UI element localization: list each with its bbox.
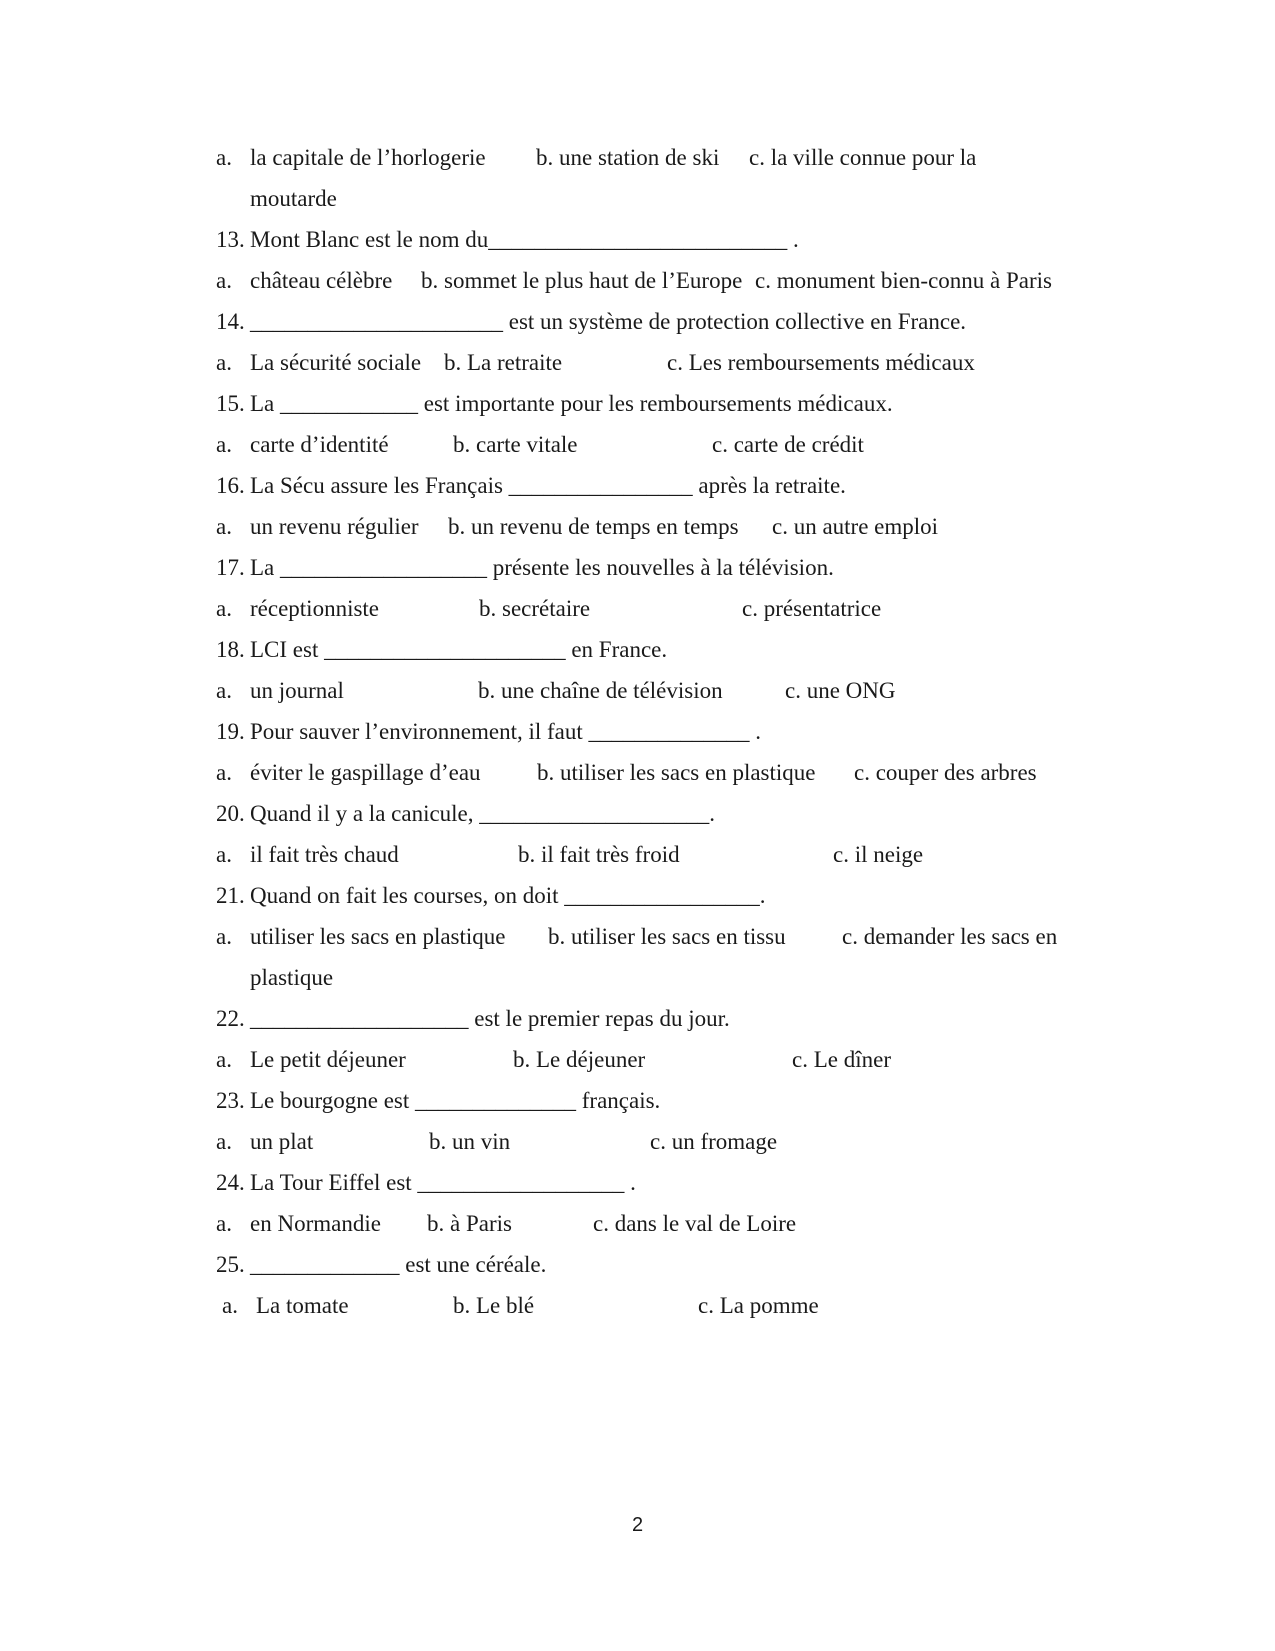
q24-option-a: en Normandie bbox=[250, 1211, 381, 1236]
q25-option-a: La tomate bbox=[256, 1293, 349, 1318]
q14-option-a-marker: a. bbox=[216, 350, 232, 375]
q19-number: 19. bbox=[216, 719, 245, 744]
q22-number: 22. bbox=[216, 1006, 245, 1031]
q16-option-a-marker: a. bbox=[216, 514, 232, 539]
q21-number: 21. bbox=[216, 883, 245, 908]
q12-option-c: c. la ville connue pour la bbox=[749, 145, 977, 170]
q23-option-a: un plat bbox=[250, 1129, 314, 1154]
q23-stem: Le bourgogne est ______________ français. bbox=[250, 1088, 661, 1113]
q16-option-c: c. un autre emploi bbox=[772, 514, 939, 539]
q17-option-c: c. présentatrice bbox=[742, 596, 882, 621]
q17-stem: La __________________ présente les nouvelles à la télévision. bbox=[250, 555, 834, 580]
q18-option-c: c. une ONG bbox=[785, 678, 896, 703]
q13-option-b: b. sommet le plus haut de l’Europe bbox=[421, 268, 743, 293]
q17-number: 17. bbox=[216, 555, 245, 580]
q19-option-a: éviter le gaspillage d’eau bbox=[250, 760, 481, 785]
q18-option-a-marker: a. bbox=[216, 678, 232, 703]
q21-option-b: b. utiliser les sacs en tissu bbox=[548, 924, 786, 949]
q22-option-a: Le petit déjeuner bbox=[250, 1047, 406, 1072]
q13-option-c: c. monument bien-connu à Paris bbox=[755, 268, 1053, 293]
q14-option-c: c. Les remboursements médicaux bbox=[667, 350, 975, 375]
q23-number: 23. bbox=[216, 1088, 245, 1113]
q24-option-b: b. à Paris bbox=[427, 1211, 512, 1236]
q20-option-b: b. il fait très froid bbox=[518, 842, 680, 867]
q22-stem: ___________________ est le premier repas du jour. bbox=[250, 1006, 730, 1031]
q15-option-a-marker: a. bbox=[216, 432, 232, 457]
page-number: 2 bbox=[631, 1514, 644, 1536]
q20-option-a: il fait très chaud bbox=[250, 842, 399, 867]
q24-option-a-marker: a. bbox=[216, 1211, 232, 1236]
q23-option-c: c. un fromage bbox=[650, 1129, 778, 1154]
q24-stem: La Tour Eiffel est __________________ . bbox=[250, 1170, 636, 1195]
q21-option-a-marker: a. bbox=[216, 924, 232, 949]
q16-number: 16. bbox=[216, 473, 245, 498]
q12-option-c-continued: moutarde bbox=[250, 186, 337, 211]
q19-option-c: c. couper des arbres bbox=[854, 760, 1037, 785]
q15-stem: La ____________ est importante pour les remboursements médicaux. bbox=[250, 391, 893, 416]
q20-option-a-marker: a. bbox=[216, 842, 232, 867]
q21-option-a: utiliser les sacs en plastique bbox=[250, 924, 506, 949]
q13-number: 13. bbox=[216, 227, 245, 252]
q19-stem: Pour sauver l’environnement, il faut ______________ . bbox=[250, 719, 762, 744]
q15-option-b: b. carte vitale bbox=[453, 432, 578, 457]
q19-option-a-marker: a. bbox=[216, 760, 232, 785]
q17-option-a: réceptionniste bbox=[250, 596, 380, 621]
q15-option-a: carte d’identité bbox=[250, 432, 389, 457]
q12-option-a: la capitale de l’horlogerie bbox=[250, 145, 486, 170]
q14-option-a: La sécurité sociale bbox=[250, 350, 422, 375]
q16-option-b: b. un revenu de temps en temps bbox=[448, 514, 739, 539]
q20-stem: Quand il y a la canicule, ____________________. bbox=[250, 801, 716, 826]
q16-option-a: un revenu régulier bbox=[250, 514, 419, 539]
q17-option-b: b. secrétaire bbox=[479, 596, 591, 621]
q23-option-a-marker: a. bbox=[216, 1129, 232, 1154]
q14-option-b: b. La retraite bbox=[444, 350, 563, 375]
q22-option-c: c. Le dîner bbox=[792, 1047, 891, 1072]
q13-option-a-marker: a. bbox=[216, 268, 232, 293]
q12-option-a-marker: a. bbox=[216, 145, 232, 170]
q25-option-a-marker: a. bbox=[222, 1293, 238, 1318]
q15-number: 15. bbox=[216, 391, 245, 416]
q25-option-b: b. Le blé bbox=[453, 1293, 535, 1318]
q17-option-a-marker: a. bbox=[216, 596, 232, 621]
q23-option-b: b. un vin bbox=[429, 1129, 511, 1154]
q25-stem: _____________ est une céréale. bbox=[250, 1252, 547, 1277]
q14-number: 14. bbox=[216, 309, 245, 334]
q25-number: 25. bbox=[216, 1252, 245, 1277]
q21-stem: Quand on fait les courses, on doit _________________. bbox=[250, 883, 766, 908]
q25-option-c: c. La pomme bbox=[698, 1293, 819, 1318]
q15-option-c: c. carte de crédit bbox=[712, 432, 864, 457]
q16-stem: La Sécu assure les Français ________________ après la retraite. bbox=[250, 473, 846, 498]
q12-option-b: b. une station de ski bbox=[536, 145, 720, 170]
q20-option-c: c. il neige bbox=[833, 842, 924, 867]
q22-option-a-marker: a. bbox=[216, 1047, 232, 1072]
q14-stem: ______________________ est un système de protection collective en France. bbox=[250, 309, 967, 334]
q13-stem: Mont Blanc est le nom du__________________________ . bbox=[250, 227, 799, 252]
q21-option-c-continued: plastique bbox=[250, 965, 334, 990]
q19-option-b: b. utiliser les sacs en plastique bbox=[537, 760, 816, 785]
q24-option-c: c. dans le val de Loire bbox=[593, 1211, 797, 1236]
q18-number: 18. bbox=[216, 637, 245, 662]
q18-option-a: un journal bbox=[250, 678, 344, 703]
q18-option-b: b. une chaîne de télévision bbox=[478, 678, 723, 703]
q20-number: 20. bbox=[216, 801, 245, 826]
q21-option-c: c. demander les sacs en bbox=[842, 924, 1058, 949]
q24-number: 24. bbox=[216, 1170, 245, 1195]
q13-option-a: château célèbre bbox=[250, 268, 393, 293]
q18-stem: LCI est _____________________ en France. bbox=[250, 637, 668, 662]
q22-option-b: b. Le déjeuner bbox=[513, 1047, 646, 1072]
